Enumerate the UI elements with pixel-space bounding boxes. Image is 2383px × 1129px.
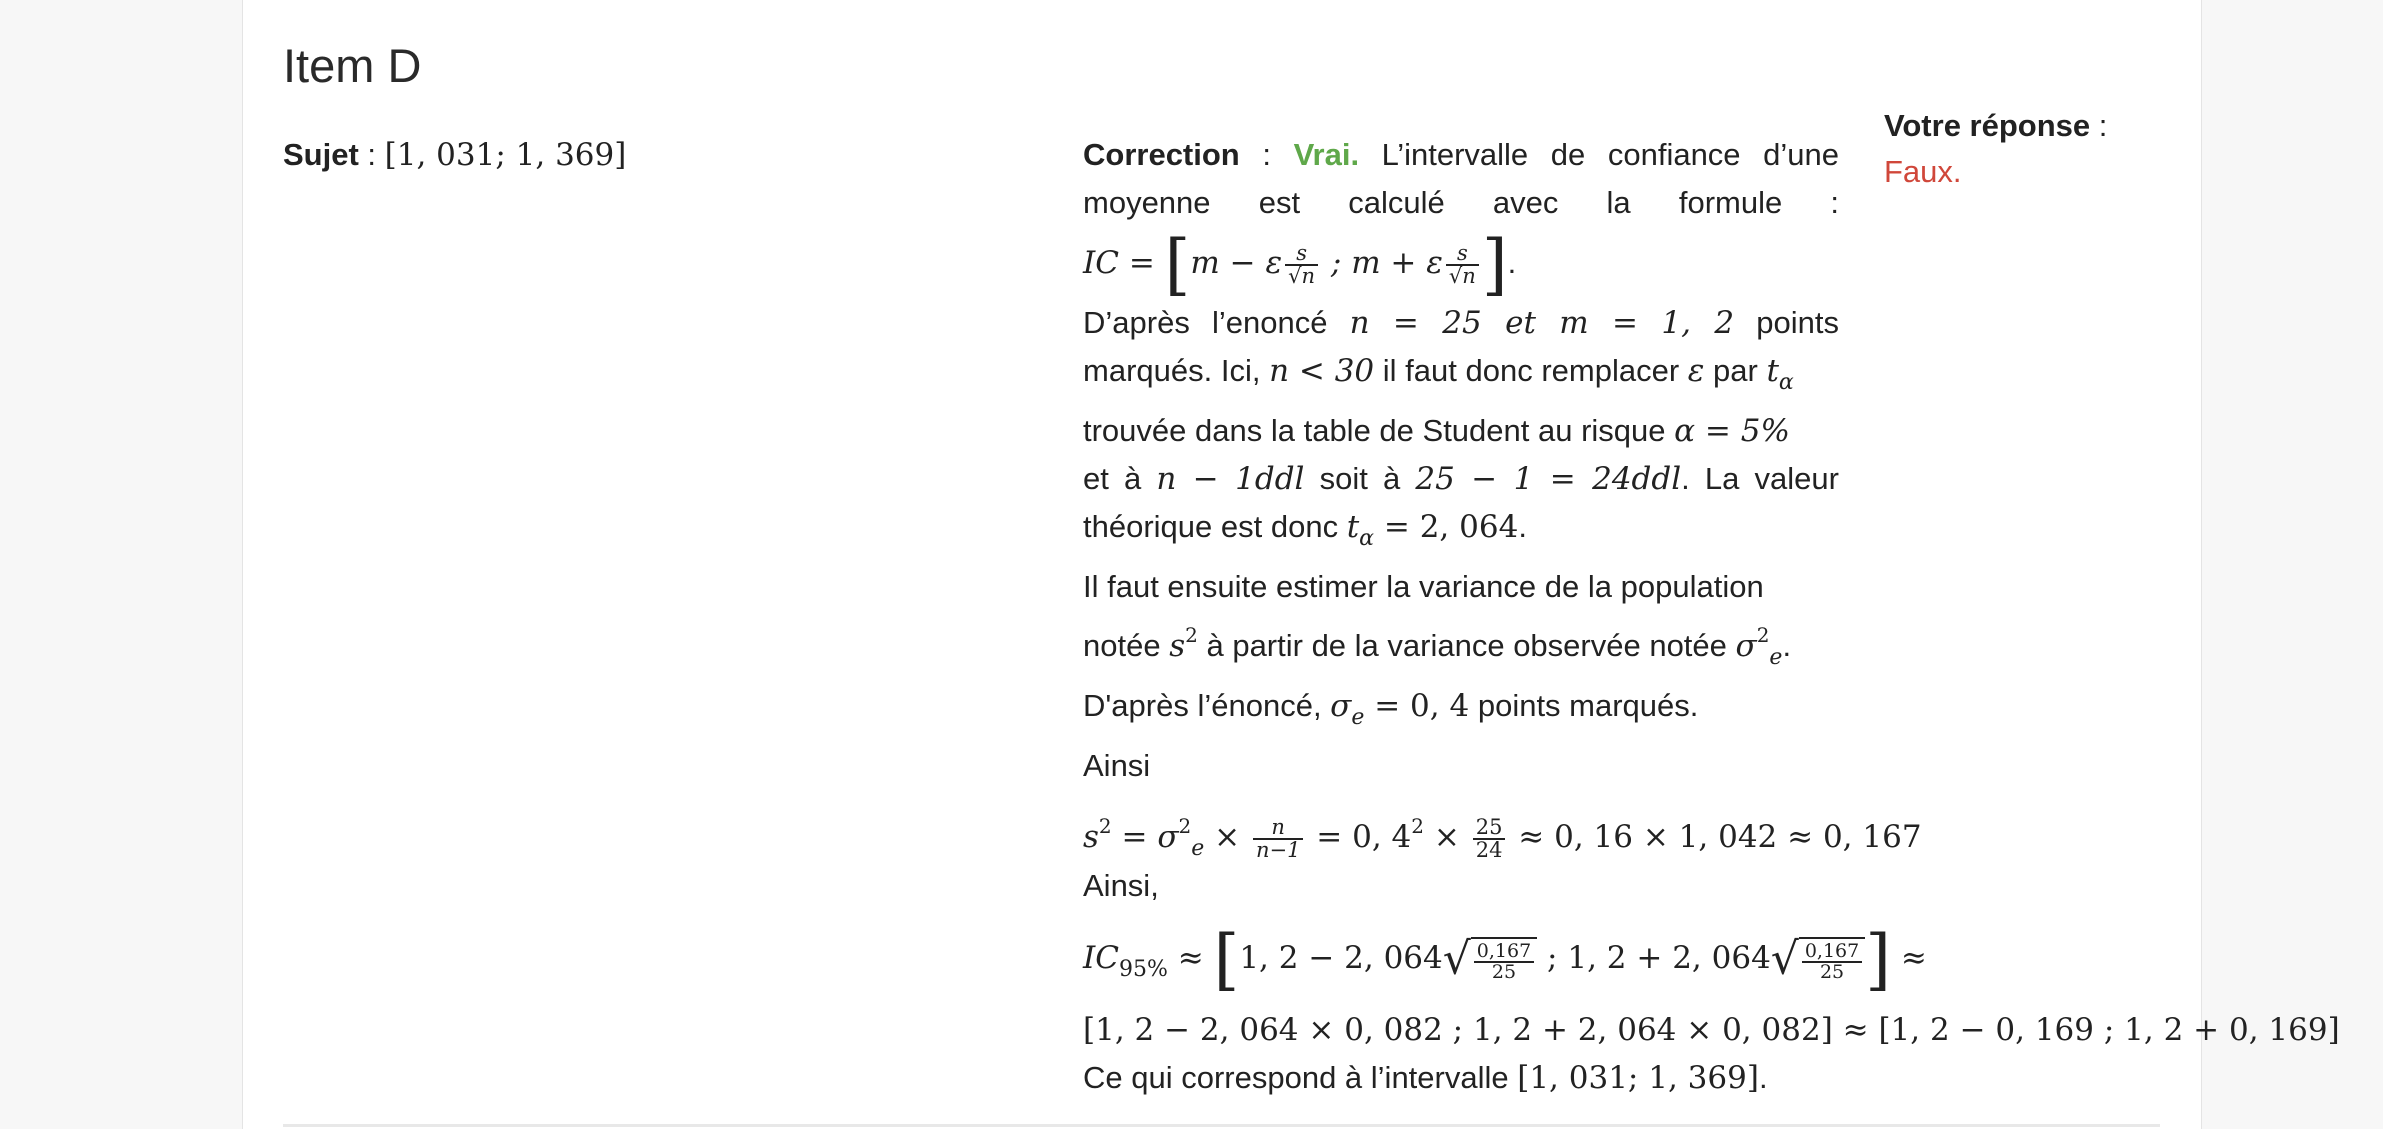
correction-p7: Il faut ensuite estimer la variance de la population: [1083, 569, 1764, 604]
correction-intro-text: L’intervalle de confiance d’une moyenne est calculé avec la formule :: [1083, 137, 1840, 220]
sujet-label: Sujet: [283, 137, 359, 172]
votre-reponse-value: Faux.: [1884, 154, 1962, 189]
formula-ic95: $IC_{95\%} \approx [1$, 2 − 2, 064√ $\frac{0,167}{25}$ ; 1, 2 + 2, 064√ $\frac{0,167}{25}$ ] ≈: [1083, 920, 1927, 998]
correction-ainsi-1: Ainsi: [1083, 748, 1151, 783]
formula-ic: IC = [m − ε $\frac{s}{√n}$ ; m + ε $\frac{s}{√n}$ ].: [1083, 225, 1517, 303]
sujet-sep: :: [358, 137, 385, 172]
votre-reponse-label: Votre réponse: [1884, 108, 2091, 143]
votre-reponse-sep: :: [2090, 108, 2108, 143]
correction-conclusion: Ce qui correspond à l’intervalle [1, 031; 1, 369].: [1083, 1060, 1768, 1096]
correction-label: Correction: [1083, 137, 1240, 172]
correction-p8: notée $s^2$ à partir de la variance observée notée $\sigma^2_e$.: [1083, 623, 1792, 670]
correction-p9: D'après l’énoncé, $\sigma_e = 0$, 4 points marqués.: [1083, 688, 1699, 730]
correction-p5: et à n − 1ddl soit à 25 − 1 = 24ddl. La valeur: [1083, 461, 1839, 497]
correction-p6: théorique est donc $t_\alpha = 2$, 064.: [1083, 509, 1527, 551]
correction-p4: trouvée dans la table de Student au risque α = 5%: [1083, 413, 1790, 449]
correction-p3: marqués. Ici, n < 30 il faut donc remplacer ε par $t_\alpha$: [1083, 353, 1794, 395]
correction-p2: D’après l’enoncé n = 25 et m = 1, 2 points: [1083, 305, 1839, 341]
formula-s2: $s^2 = \sigma^2_e$ × $\frac{n}{n-1}$ = 0, $4^2$ × $\frac{25}{24}$ ≈ 0, 16 × 1, 042 ≈ 0, 167: [1083, 814, 1922, 862]
correction-intro: [1083, 131, 1839, 227]
correction-ainsi-2: Ainsi,: [1083, 868, 1159, 903]
correction-verdict: Vrai.: [1293, 137, 1360, 172]
votre-reponse: [1884, 103, 2107, 195]
sujet: [283, 133, 626, 177]
item-title: Item D: [283, 39, 422, 92]
sujet-value: [1, 031; 1, 369]: [384, 137, 627, 173]
divider: [283, 1124, 2160, 1127]
formula-numeric: [1, 2 − 2, 064 × 0, 082 ; 1, 2 + 2, 064 × 0, 082] ≈ [1, 2 − 0, 169 ; 1, 2 + 0, 169]: [1083, 1012, 2340, 1048]
correction-sep: :: [1239, 137, 1294, 172]
